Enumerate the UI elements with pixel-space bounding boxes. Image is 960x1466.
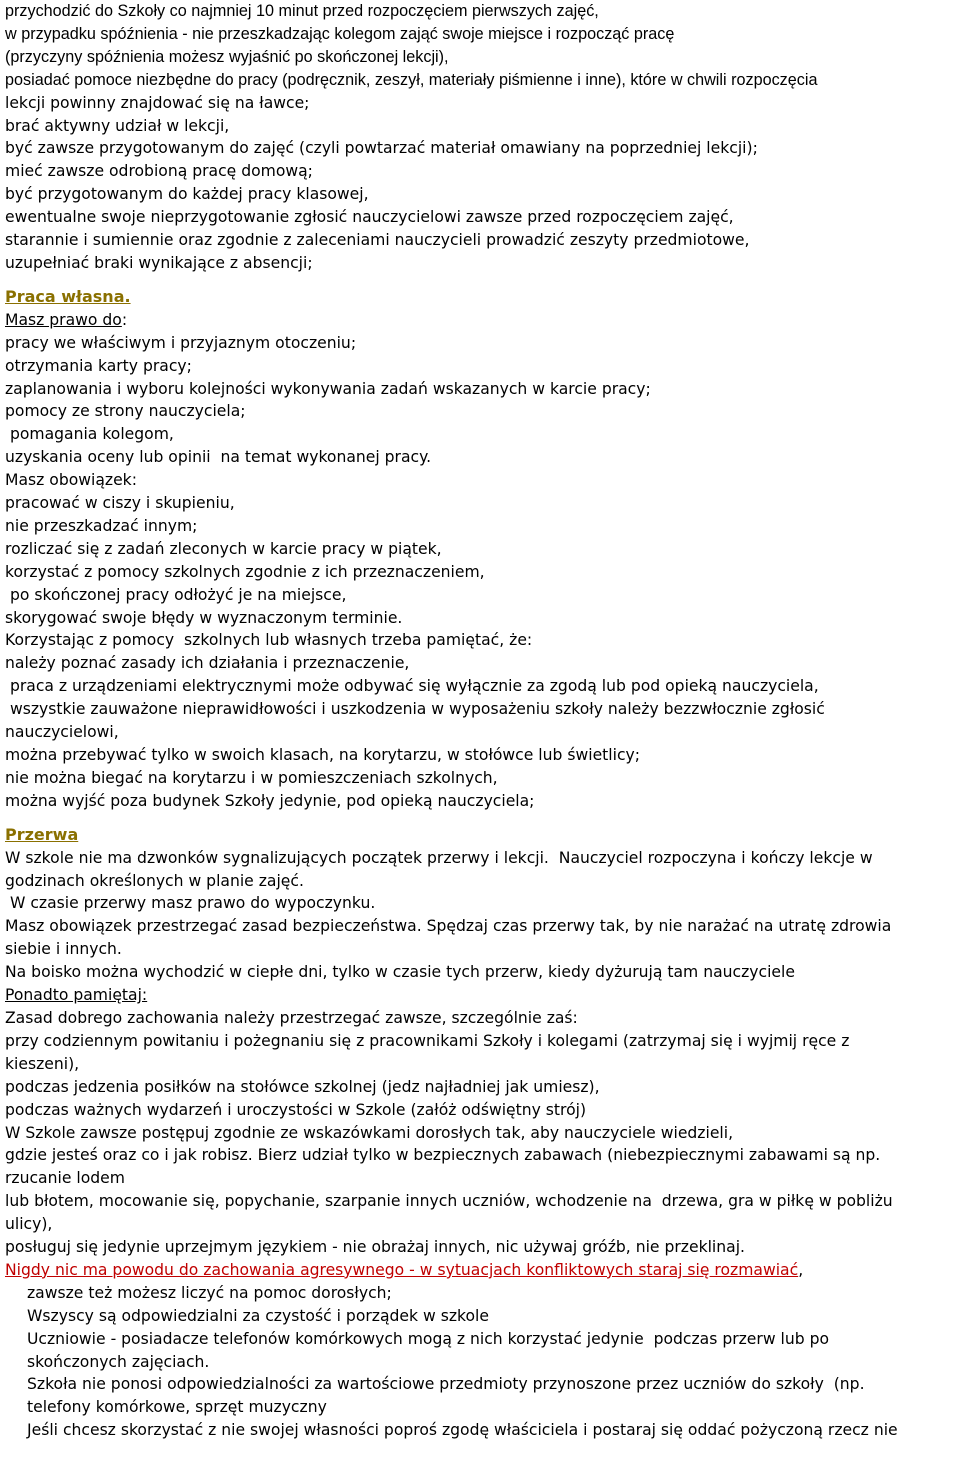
text-line: posługuj się jedynie uprzejmym językiem - nie obrażaj innych, nic używaj gróźb, nie przeklinaj. [5,1238,745,1257]
list-item: nie można biegać na korytarzu i w pomieszczeniach szkolnych, [5,768,498,787]
intro-section [5,0,960,275]
list-item: pomocy ze strony nauczyciela; [5,402,246,421]
list-item: nie przeszkadzać innym; [5,516,198,535]
text-line: podczas ważnych wydarzeń i uroczystości w Szkole (załóż odświętny strój) [5,1100,587,1119]
rights-label-colon: : [121,310,128,329]
section-heading-przerwa: Przerwa [5,824,79,844]
text-line: siebie i innych. [5,940,122,959]
duties-label: Masz obowiązek: [5,471,137,490]
text-line: mieć zawsze odrobioną pracę domową; [5,162,313,181]
list-item: korzystać z pomocy szkolnych zgodnie z ich przeznaczeniem, [5,562,485,581]
text-line: Wszyscy są odpowiedzialni za czystość i porządek w szkole [27,1306,489,1325]
text-line: posiadać pomoce niezbędne do pracy (podręcznik, zeszył, materiały piśmienne i inne), które w chwili rozpoczęcia [5,70,818,89]
text-line: lub błotem, mocowanie się, popychanie, szarpanie innych uczniów, wchodzenie na drzewa, gra w piłkę w pobliżu [5,1192,893,1211]
text-line: być zawsze przygotowanym do zajęć (czyli powtarzać materiał omawiany na poprzedniej lekcji); [5,139,758,158]
przerwa-section [5,824,960,1442]
praca-section [5,286,960,813]
warning-tail: , [798,1260,804,1279]
text-line: przychodzić do Szkoły co najmniej 10 minut przed rozpoczęciem pierwszych zajęć, [5,2,599,20]
list-item: należy poznać zasady ich działania i przeznaczenie, [5,654,410,673]
list-item: po skończonej pracy odłożyć je na miejsce, [5,585,347,604]
aids-label: Korzystając z pomocy szkolnych lub własnych trzeba pamiętać, że: [5,631,533,650]
text-line: starannie i sumiennie oraz zgodnie z zaleceniami nauczycieli prowadzić zeszyty przedmiotowe, [5,231,750,250]
text-line: lekcji powinny znajdować się na ławce; [5,93,310,112]
text-line: zawsze też możesz liczyć na pomoc dorosłych; [27,1283,392,1302]
list-item: pracować w ciszy i skupieniu, [5,494,235,513]
warning-text: Nigdy nic ma powodu do zachowania agresywnego - w sytuacjach konfliktowych staraj się rozmawiać [5,1260,799,1279]
text-line: Szkoła nie ponosi odpowiedzialności za wartościowe przedmioty przynoszone przez uczniów do szkoły (np. [27,1375,865,1394]
list-item: pracy we właściwym i przyjaznym otoczeniu; [5,333,357,352]
text-line: Na boisko można wychodzić w ciepłe dni, tylko w czasie tych przerw, kiedy dyżurują tam nauczyciele [5,963,795,982]
text-line: uzupełniać braki wynikające z absencji; [5,253,313,272]
text-line: gdzie jesteś oraz co i jak robisz. Bierz udział tylko w bezpiecznych zabawach (niebezpiecznymi zabawami są np. [5,1146,881,1165]
text-line: Zasad dobrego zachowania należy przestrzegać zawsze, szczególnie zaś: [5,1008,578,1027]
text-line: przy codziennym powitaniu i pożegnaniu się z pracownikami Szkoły i kolegami (zatrzymaj się i wyjmij ręce z [5,1031,850,1050]
list-item: praca z urządzeniami elektrycznymi może odbywać się wyłącznie za zgodą lub pod opieką nauczyciela, [5,677,819,696]
text-line: W Szkole zawsze postępuj zgodnie ze wskazówkami dorosłych tak, aby nauczyciele wiedzieli, [5,1123,734,1142]
list-item: można przebywać tylko w swoich klasach, na korytarzu, w stołówce lub świetlicy; [5,746,641,764]
text-line: W czasie przerwy masz prawo do wypoczynku. [5,894,376,913]
text-line: telefony komórkowe, sprzęt muzyczny [27,1398,327,1417]
text-line: Masz obowiązek przestrzegać zasad bezpieczeństwa. Spędzaj czas przerwy tak, by nie narażać na utratę zdrowia [5,917,892,936]
list-item: rozliczać się z zadań zleconych w karcie pracy w piątek, [5,539,442,558]
text-line: podczas jedzenia posiłków na stołówce szkolnej (jedz najładniej jak umiesz), [5,1077,600,1096]
text-line: w przypadku spóźnienia - nie przeszkadzając kolegom zająć swoje miejsce i rozpocząć pracę [5,24,675,43]
list-item: pomagania kolegom, [5,425,174,444]
list-item: nauczycielowi, [5,723,119,742]
list-item: można wyjść poza budynek Szkoły jedynie, pod opieką nauczyciela; [5,791,535,810]
text-line: ulicy), [5,1215,53,1234]
rights-label-text: Masz prawo do [5,310,122,329]
text-line: brać aktywny udział w lekcji, [5,116,230,135]
list-item: zaplanowania i wyboru kolejności wykonywania zadań wskazanych w karcie pracy; [5,379,651,398]
text-line: W szkole nie ma dzwonków sygnalizujących początek przerwy i lekcji. Nauczyciel rozpoczyna i kończy lekcje w [5,848,873,867]
list-item: uzyskania oceny lub opinii na temat wykonanej pracy. [5,448,432,467]
text-line: kieszeni), [5,1054,80,1073]
list-item: wszystkie zauważone nieprawidłowości i uszkodzenia w wyposażeniu szkoły należy bezzwłocznie zgłosić [5,700,825,719]
section-heading-praca: Praca własna. [5,286,131,306]
text-line: skończonych zajęciach. [27,1352,210,1371]
text-line: rzucanie lodem [5,1169,125,1188]
text-line: Uczniowie - posiadacze telefonów komórkowych mogą z nich korzystać jedynie podczas przerw lub po [27,1329,830,1348]
list-item: skorygować swoje błędy w wyznaczonym terminie. [5,608,403,627]
list-item: otrzymania karty pracy; [5,356,192,375]
warning-line [5,1259,960,1282]
remember-label: Ponadto pamiętaj: [5,986,148,1005]
text-line: Jeśli chcesz skorzystać z nie swojej własności poproś zgodę właściciela i postaraj się oddać pożyczoną rzecz nie [27,1421,898,1440]
text-line: ewentualne swoje nieprzygotowanie zgłosić nauczycielowi zawsze przed rozpoczęciem zajęć, [5,208,734,227]
rights-label [5,309,960,332]
text-line: być przygotowanym do każdej pracy klasowej, [5,185,369,204]
text-line: godzinach określonych w planie zajęć. [5,871,304,890]
text-line: (przyczyny spóźnienia możesz wyjaśnić po skończonej lekcji), [5,47,449,66]
